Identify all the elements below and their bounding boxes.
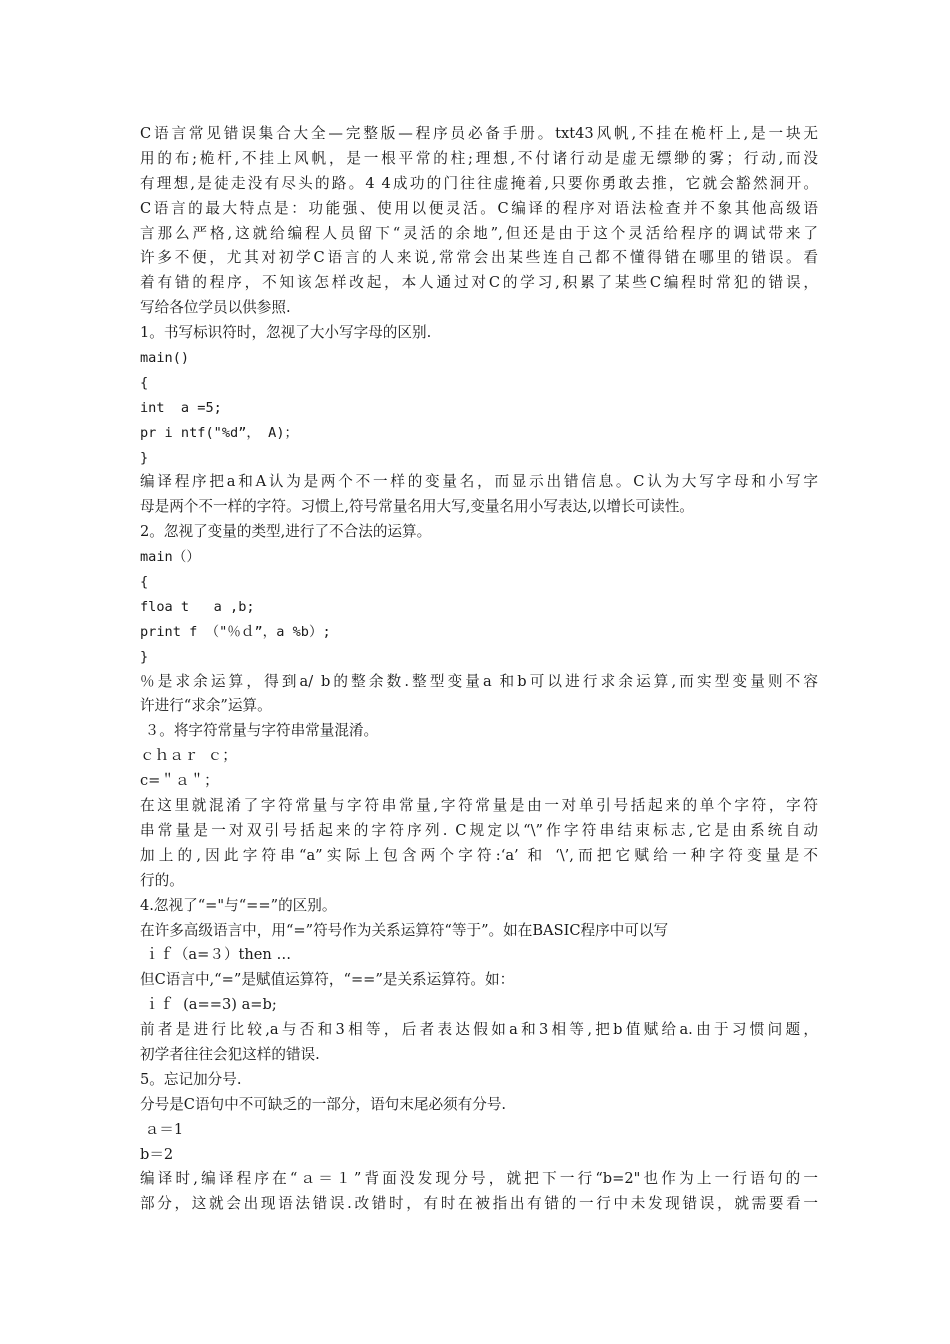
code-line: main() [140, 350, 190, 367]
text-line: 分号是C语句中不可缺乏的一部分，语句末尾必须有分号. [140, 1095, 507, 1113]
section-heading: 5。忘记加分号. [140, 1070, 242, 1088]
text-line: 在许多高级语言中，用“=”符号作为关系运算符“等于”。如在BASIC程序中可以写 [140, 921, 669, 939]
text-line: 有理想,是徒走没有尽头的路。4 4成功的门往往虚掩着,只要你勇敢去推，它就会豁然洞开。 [140, 174, 818, 192]
code-line: c=＂ａ＂； [140, 772, 219, 790]
text-line: 许多不便，尤其对初学C语言的人来说,常常会出某些连自己都不懂得错在哪里的错误。看 [140, 249, 818, 267]
text-line: 在这里就混淆了字符常量与字符串常量,字符常量是由一对单引号括起来的单个字符，字符 [140, 797, 818, 815]
text-line: 初学者往往会犯这样的错误. [140, 1045, 320, 1063]
code-line: b＝2 [140, 1145, 174, 1163]
code-line: floa t a ,b; [140, 598, 255, 615]
text-line: 行的。 [140, 871, 184, 889]
text-line: 编译程序把a和A认为是两个不一样的变量名，而显示出错信息。C认为大写字母和小写字 [140, 473, 818, 491]
section-heading: 1。书写标识符时，忽视了大小写字母的区别. [140, 324, 432, 342]
text-line: 母是两个不一样的字符。习惯上,符号常量名用大写,变量名用小写表达,以增长可读性。 [140, 498, 694, 516]
code-line: ｉｆ（a=３）then … [140, 946, 292, 964]
code-line: main（） [140, 549, 200, 566]
code-line: ｉｆ (a==3) a=b; [140, 996, 277, 1014]
code-line: ｃｈａｒ ｃ； [140, 747, 237, 765]
code-line: ａ＝1 [140, 1120, 184, 1138]
section-heading: 4.忽视了“="与“==”的区别。 [140, 896, 337, 914]
text-line: ％是求余运算，得到a/ b的整余数.整型变量a 和b可以进行求余运算,而实型变量则不容 [140, 672, 818, 690]
text-line: 许进行“求余”运算。 [140, 697, 272, 715]
code-line: int a =5; [140, 399, 222, 416]
code-line: } [140, 648, 149, 665]
text-line: 前者是进行比较,a与否和3相等，后者表达假如a和3相等,把b值赋给a.由于习惯问题， [140, 1021, 818, 1039]
section-heading: 2。忽视了变量的类型,进行了不合法的运算。 [140, 523, 432, 541]
text-line: 串常量是一对双引号括起来的字符序列. C规定以“\”作字符串结束标志,它是由系统自动 [140, 821, 818, 839]
text-line: 用的布;桅杆,不挂上风帆，是一根平常的柱;理想,不付诸行动是虚无缥缈的雾；行动,而没 [140, 149, 818, 167]
code-line: print f （"％ｄ”，a %b）; [140, 623, 331, 640]
text-line: 加上的,因此字符串“a”实际上包含两个字符:‘a’ 和 ‘\’,而把它赋给一种字符变量是不 [140, 846, 818, 864]
code-line: { [140, 374, 149, 391]
text-line: 部分，这就会出现语法错误.改错时，有时在被指出有错的一行中未发现错误，就需要看一 [140, 1195, 818, 1213]
text-line: C语言常见错误集合大全—完整版—程序员必备手册。txt43风帆,不挂在桅杆上,是一块无 [140, 125, 818, 142]
text-line: 写给各位学员以供参照. [140, 299, 291, 317]
code-line: { [140, 574, 149, 591]
document-body [140, 122, 818, 1217]
code-line: pr i ntf("%d”， A)； [140, 424, 299, 441]
text-line: C语言的最大特点是：功能强、使用以便灵活。C编译的程序对语法检查并不象其他高级语 [140, 199, 818, 217]
section-heading: ３。将字符常量与字符串常量混淆。 [140, 722, 379, 740]
text-line: 着有错的程序，不知该怎样改起，本人通过对C的学习,积累了某些C编程时常犯的错误， [140, 274, 818, 292]
text-line: 但C语言中,“=”是赋值运算符，“==”是关系运算符。如： [140, 971, 515, 989]
code-line: } [140, 449, 149, 466]
text-line: 编译时,编译程序在“ａ＝１”背面没发现分号，就把下一行“b=2"也作为上一行语句的一 [140, 1170, 818, 1188]
text-line: 言那么严格,这就给编程人员留下“灵活的余地”,但还是由于这个灵活给程序的调试带来了 [140, 224, 818, 242]
